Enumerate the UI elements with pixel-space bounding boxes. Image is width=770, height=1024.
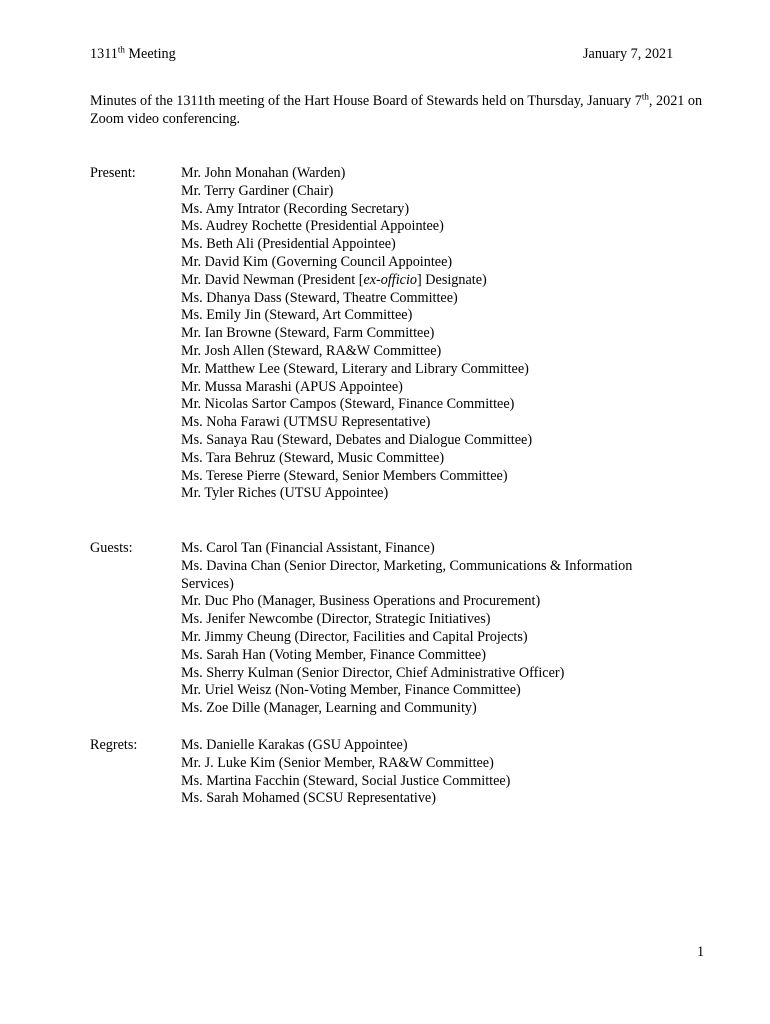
list-item: Mr. Tyler Riches (UTSU Appointee) — [181, 485, 389, 502]
newman-text-start: Mr. David Newman (President [ — [181, 271, 364, 288]
meeting-header — [90, 46, 176, 64]
list-item: Ms. Martina Facchin (Steward, Social Justice Committee) — [181, 772, 511, 789]
newman-ex-officio: ex-officio — [363, 271, 418, 288]
intro-text-end: , 2021 on Zoom video conferencing. — [90, 93, 703, 127]
regrets-list — [181, 737, 681, 808]
list-item: Ms. Sherry Kulman (Senior Director, Chief Administrative Officer) — [181, 664, 565, 681]
list-item: Ms. Zoe Dille (Manager, Learning and Community) — [181, 700, 477, 717]
present-label: Present: — [90, 165, 136, 181]
present-list — [181, 165, 681, 503]
list-item: Mr. Josh Allen (Steward, RA&W Committee) — [181, 342, 442, 359]
list-item: Ms. Sarah Mohamed (SCSU Representative) — [181, 790, 436, 807]
list-item: Mr. J. Luke Kim (Senior Member, RA&W Committee) — [181, 754, 494, 771]
list-item: Ms. Noha Farawi (UTMSU Representative) — [181, 414, 431, 431]
list-item: Mr. John Monahan (Warden) — [181, 165, 346, 181]
list-item: Ms. Sarah Han (Voting Member, Finance Committee) — [181, 646, 486, 663]
list-item: Mr. Terry Gardiner (Chair) — [181, 182, 334, 199]
meeting-date: January 7, 2021 — [583, 46, 674, 62]
meeting-word: Meeting — [124, 46, 176, 62]
list-item: Ms. Tara Behruz (Steward, Music Committee) — [181, 449, 445, 466]
newman-text-end: ] Designate) — [417, 271, 487, 288]
list-item: Mr. Duc Pho (Manager, Business Operations and Procurement) — [181, 593, 541, 610]
list-item: Ms. Beth Ali (Presidential Appointee) — [181, 236, 396, 253]
intro-text-start: Minutes of the 1311th meeting of the Hart House Board of Stewards held on Thursday, January 7 — [90, 93, 642, 109]
list-item: Ms. Dhanya Dass (Steward, Theatre Committee) — [181, 289, 458, 306]
list-item: Ms. Terese Pierre (Steward, Senior Members Committee) — [181, 467, 508, 484]
list-item: Ms. Emily Jin (Steward, Art Committee) — [181, 307, 413, 324]
list-item: Mr. Uriel Weisz (Non-Voting Member, Finance Committee) — [181, 682, 521, 699]
list-item: Mr. Matthew Lee (Steward, Literary and Library Committee) — [181, 360, 529, 377]
list-item: Ms. Jenifer Newcombe (Director, Strategic Initiatives) — [181, 611, 491, 628]
page-number: 1 — [697, 944, 705, 960]
list-item: Ms. Amy Intrator (Recording Secretary) — [181, 200, 410, 217]
regrets-label: Regrets: — [90, 737, 138, 753]
list-item-newman — [181, 272, 681, 290]
list-item: Mr. Jimmy Cheung (Director, Facilities and Capital Projects) — [181, 628, 528, 645]
list-item: Services) — [181, 575, 234, 592]
list-item: Ms. Sanaya Rau (Steward, Debates and Dialogue Committee) — [181, 431, 533, 448]
list-item: Mr. Ian Browne (Steward, Farm Committee) — [181, 325, 435, 342]
meeting-number-suffix: th — [117, 44, 125, 55]
list-item: Ms. Audrey Rochette (Presidential Appointee) — [181, 218, 444, 235]
intro-paragraph — [90, 93, 710, 129]
list-item: Ms. Carol Tan (Financial Assistant, Finance) — [181, 540, 435, 556]
list-item: Ms. Danielle Karakas (GSU Appointee) — [181, 737, 408, 753]
guests-label: Guests: — [90, 540, 133, 556]
list-item: Ms. Davina Chan (Senior Director, Marketing, Communications & Information — [181, 557, 633, 574]
list-item: Mr. Mussa Marashi (APUS Appointee) — [181, 378, 403, 395]
intro-date-suffix: th — [641, 91, 649, 102]
meeting-number: 1311 — [90, 46, 118, 62]
list-item: Mr. Nicolas Sartor Campos (Steward, Finance Committee) — [181, 396, 515, 413]
guests-list — [181, 540, 681, 718]
list-item: Mr. David Kim (Governing Council Appointee) — [181, 253, 453, 270]
